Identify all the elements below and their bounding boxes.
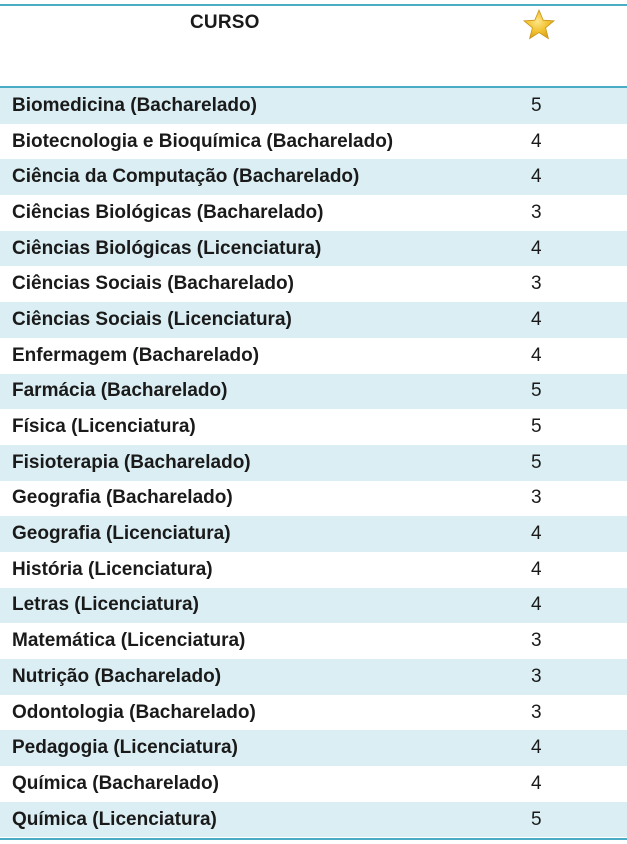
course-score: 3	[531, 273, 542, 295]
course-name: Nutrição (Bacharelado)	[12, 665, 222, 687]
course-score: 4	[531, 523, 542, 545]
course-score: 3	[531, 630, 542, 652]
table-header	[0, 6, 627, 86]
course-score: 3	[531, 201, 542, 223]
bottom-rule	[0, 838, 627, 840]
course-name: Física (Licenciatura)	[12, 416, 196, 438]
table-row	[0, 374, 627, 410]
course-score: 5	[531, 380, 542, 402]
star-icon	[522, 8, 556, 42]
table-row	[0, 766, 627, 802]
table-row	[0, 338, 627, 374]
course-score: 5	[531, 808, 542, 830]
table-row	[0, 588, 627, 624]
table-body	[0, 88, 627, 837]
table-row	[0, 231, 627, 267]
table-row	[0, 195, 627, 231]
course-score: 4	[531, 130, 542, 152]
course-name: Fisioterapia (Bacharelado)	[12, 451, 251, 473]
table-row	[0, 159, 627, 195]
course-score: 3	[531, 665, 542, 687]
course-name: Biomedicina (Bacharelado)	[12, 94, 257, 116]
course-score: 5	[531, 94, 542, 116]
course-name: Geografia (Licenciatura)	[12, 523, 231, 545]
table-row	[0, 695, 627, 731]
table-row	[0, 445, 627, 481]
table-row	[0, 802, 627, 838]
header-course-label: CURSO	[190, 12, 260, 33]
course-name: Química (Bacharelado)	[12, 772, 219, 794]
course-score: 5	[531, 416, 542, 438]
table-row	[0, 552, 627, 588]
course-name: Ciências Sociais (Licenciatura)	[12, 308, 292, 330]
course-score: 4	[531, 737, 542, 759]
course-name: Odontologia (Bacharelado)	[12, 701, 256, 723]
course-name: Farmácia (Bacharelado)	[12, 380, 228, 402]
table-row	[0, 481, 627, 517]
course-score: 5	[531, 451, 542, 473]
course-score: 3	[531, 701, 542, 723]
course-score: 4	[531, 558, 542, 580]
table-row	[0, 409, 627, 445]
course-score: 4	[531, 308, 542, 330]
course-score: 4	[531, 237, 542, 259]
table-row	[0, 659, 627, 695]
course-score: 3	[531, 487, 542, 509]
course-score: 4	[531, 772, 542, 794]
course-name: Biotecnologia e Bioquímica (Bacharelado)	[12, 130, 394, 152]
course-name: Letras (Licenciatura)	[12, 594, 199, 616]
course-name: Ciências Sociais (Bacharelado)	[12, 273, 294, 295]
course-name: Matemática (Licenciatura)	[12, 630, 246, 652]
table-row	[0, 88, 627, 124]
table-row	[0, 516, 627, 552]
course-name: História (Licenciatura)	[12, 558, 213, 580]
course-name: Geografia (Bacharelado)	[12, 487, 233, 509]
course-score: 4	[531, 344, 542, 366]
course-name: Pedagogia (Licenciatura)	[12, 737, 238, 759]
course-name: Química (Licenciatura)	[12, 808, 217, 830]
course-name: Enfermagem (Bacharelado)	[12, 344, 260, 366]
course-score: 4	[531, 166, 542, 188]
table-row	[0, 124, 627, 160]
table-row	[0, 623, 627, 659]
table-row	[0, 730, 627, 766]
course-name: Ciências Biológicas (Licenciatura)	[12, 237, 322, 259]
table-row	[0, 302, 627, 338]
table-row	[0, 266, 627, 302]
course-name: Ciência da Computação (Bacharelado)	[12, 166, 360, 188]
course-score: 4	[531, 594, 542, 616]
course-name: Ciências Biológicas (Bacharelado)	[12, 201, 324, 223]
